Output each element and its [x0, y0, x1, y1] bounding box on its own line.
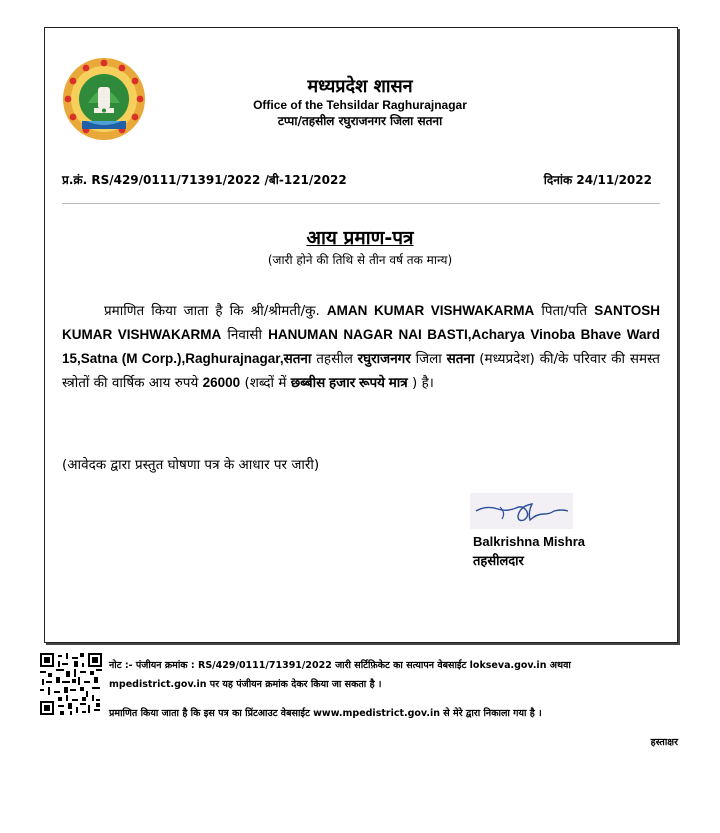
signature-label: हस्ताक्षर [650, 737, 678, 748]
district-name: सतना [446, 351, 475, 366]
income-amount: 26000 [202, 375, 241, 390]
tehsil-name: रघुराजनगर [357, 351, 411, 366]
govt-title: मध्यप्रदेश शासन [307, 76, 413, 97]
income-words: छब्बीस हजार रूपये मात्र [290, 375, 408, 390]
signature-image [470, 493, 573, 529]
divider [62, 203, 660, 204]
applicant-name: AMAN KUMAR VISHWAKARMA [326, 303, 535, 318]
validity-note: (जारी होने की तिथि से तीन वर्ष तक मान्य) [267, 253, 453, 267]
tehsil-line: टप्पा/तहसील रघुराजनगर जिला सतना [277, 114, 443, 128]
office-header [230, 76, 490, 129]
certificate-title: आय प्रमाण-पत्र [306, 227, 414, 249]
declaration-note: (आवेदक द्वारा प्रस्तुत घोषणा पत्र के आधार पर जारी) [62, 457, 320, 473]
signatory-designation: तहसीलदार [473, 554, 524, 569]
mp-govt-emblem [62, 57, 146, 141]
reference-number: प्र.क्रं. RS/429/0111/71391/2022 /बी-121/2022 [62, 173, 347, 187]
signatory-name: Balkrishna Mishra [473, 534, 585, 549]
printout-note: प्रमाणित किया जाता है कि इस पत्र का प्रिंटआउट वेबसाईट www.mpedistrict.gov.in से मेरे द्वारा निकाला गया है । [109, 708, 542, 719]
certificate-body: प्रमाणित किया जाता है कि श्री/श्रीमती/कु. AMAN KUMAR VISHWAKARMA पिता/पति SANTOSH KUMAR VISHWAKARMA निवासी HANUMAN NAGAR NAI BASTI,Acharya Vinoba Bhave Ward 15,Satna (M Corp.),Raghurajnagar,सतना तहसील रघुराजनगर जिला सतना (मध्यप्रदेश) की/के परिवार की समस्त स्त्रोतों की वार्षिक आय रुपये 26000 (शब्दों में छब्बीस हजार रूपये मात्र ) है। [62, 303, 660, 391]
qr-code [40, 653, 102, 715]
issue-date: दिनांक 24/11/2022 [543, 173, 652, 187]
applicant-address: HANUMAN NAGAR NAI BASTI,Acharya Vinoba Bhave Ward 15,Satna (M Corp.),Raghurajnagar,सतना [62, 327, 660, 366]
verification-note: नोट :- पंजीयन क्रमांक : RS/429/0111/71391/2022 जारी सर्टिफ़िकेट का सत्यापन वेबसाईट lokseva.gov.in अथवा mpedistrict.gov.in पर यह पंजीयन क्रमांक देकर किया जा सकता है । [109, 660, 571, 690]
father-name: SANTOSH KUMAR VISHWAKARMA [62, 303, 660, 342]
office-name: Office of the Tehsildar Raghurajnagar [253, 98, 467, 112]
